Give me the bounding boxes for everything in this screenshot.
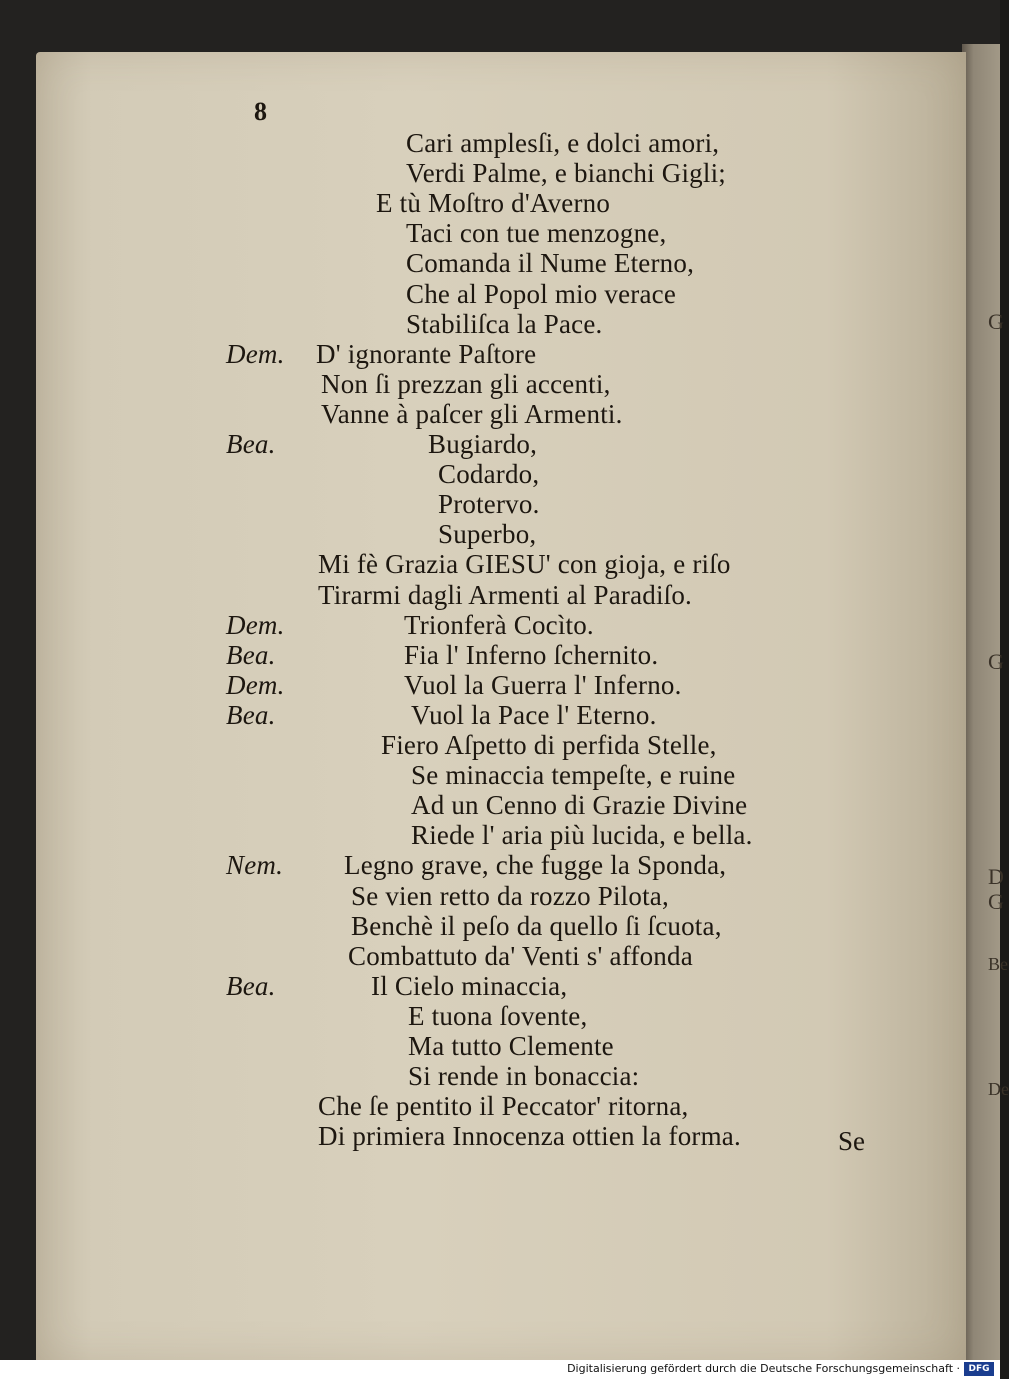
adjacent-page-letter: G [988, 889, 1004, 914]
verse-text: Trionferà Cocìto. [404, 609, 594, 640]
verse-text: Cari amplesſi, e dolci amori, [406, 128, 720, 158]
adjacent-page-letter: Be [988, 954, 1008, 974]
dfg-logo: DFG [964, 1362, 994, 1376]
verse-text: Verdi Palme, e bianchi Gigli; [406, 158, 726, 189]
speaker-label: Nem. [226, 850, 284, 881]
adjacent-page-edge [962, 44, 1009, 1360]
verse-text: Vanne à paſcer gli Armenti. [321, 398, 623, 429]
funding-notice: Digitalisierung gefördert durch die Deutsche Forschungsgemeinschaft · [567, 1362, 960, 1375]
speaker-label: Bea. [226, 970, 276, 1001]
verse-text: Riede l' aria più lucida, e bella. [411, 820, 753, 851]
verse-text: E tuona ſovente, [408, 1000, 588, 1031]
adjacent-page-letter: G [988, 309, 1004, 334]
verse-text: Protervo. [438, 489, 540, 520]
verse-text: Fia l' Inferno ſchernito. [404, 639, 659, 670]
speaker-label: Bea. [226, 429, 276, 459]
speaker-label: Dem. [226, 609, 285, 640]
verse-text: Comanda il Nume Eterno, [406, 248, 695, 279]
verse-text: Benchè il peſo da quello ſi ſcuota, [351, 910, 722, 941]
verse-text: Bugiardo, [428, 429, 538, 459]
verse-text: Il Cielo minaccia, [371, 970, 568, 1001]
verse-text: Che al Popol mio verace [406, 278, 677, 309]
verse-text: Superbo, [438, 519, 537, 550]
book-page [36, 52, 966, 1360]
verse-text: Fiero Aſpetto di perfida Stelle, [381, 730, 717, 760]
verse-text: Ad un Cenno di Grazie Divine [411, 790, 748, 821]
speaker-label: Bea. [226, 639, 276, 670]
adjacent-page-letter: G [988, 649, 1004, 674]
adjacent-page-letter: De [988, 1079, 1009, 1099]
verse-text: Taci con tue menzogne, [406, 218, 667, 249]
speaker-label: Dem. [226, 338, 285, 369]
catchword: Se [838, 1126, 865, 1156]
footer-bar [0, 1360, 1000, 1379]
verse-text: Vuol la Guerra l' Inferno. [404, 669, 682, 700]
verse-text: Vuol la Pace l' Eterno. [411, 699, 657, 730]
speaker-label: Bea. [226, 699, 276, 730]
verse-text: Combattuto da' Venti s' affonda [348, 940, 693, 971]
verse-text: Di primiera Innocenza ottien la forma. [318, 1121, 741, 1152]
verse-text: E tù Moſtro d'Averno [376, 188, 611, 219]
speaker-label: Dem. [226, 669, 285, 700]
verse-text: D' ignorante Paſtore [316, 338, 537, 369]
verse-text: Si rende in bonaccia: [408, 1061, 640, 1092]
verse-text: Codardo, [438, 459, 540, 490]
verse-text: Mi fè Grazia GIESU' con gioja, e riſo [318, 549, 731, 580]
verse-text: Stabiliſca la Pace. [406, 308, 603, 339]
page-number: 8 [254, 97, 267, 126]
verse-text: Se minaccia tempeſte, e ruine [411, 760, 736, 791]
verse-text: Non ſi prezzan gli accenti, [321, 368, 611, 399]
adjacent-page-letter: D [988, 864, 1004, 889]
verse-text: Ma tutto Clemente [408, 1031, 614, 1061]
verse-text: Legno grave, che fugge la Sponda, [344, 850, 727, 881]
verse-text: Se vien retto da rozzo Pilota, [351, 880, 669, 911]
verse-text: Che ſe pentito il Peccator' ritorna, [318, 1091, 689, 1122]
verse-text: Tirarmi dagli Armenti al Paradiſo. [318, 579, 693, 610]
